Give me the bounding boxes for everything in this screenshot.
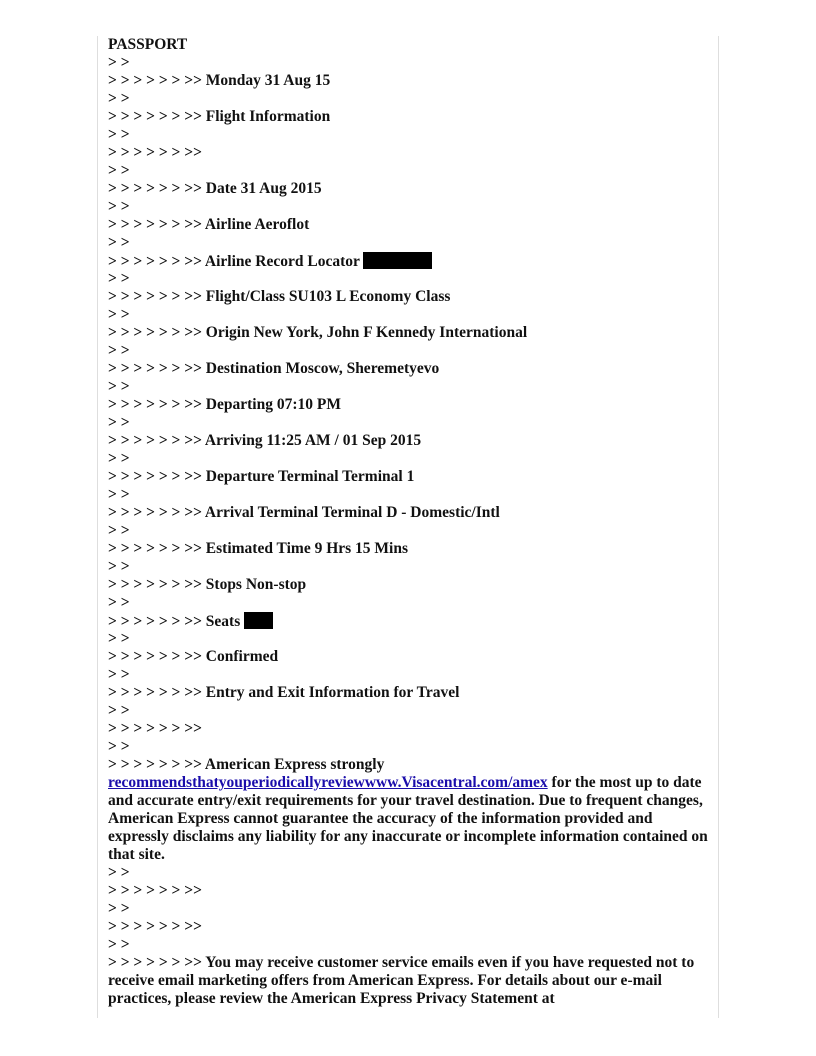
quote-separator: > > <box>108 162 130 179</box>
quote-separator: > > <box>108 234 130 251</box>
quote-prefix-line: > > > > > > >> <box>108 918 202 935</box>
date-header: > > > > > > >> Monday 31 Aug 15 <box>108 72 331 89</box>
quote-separator: > > <box>108 450 130 467</box>
quote-prefix-line: > > > > > > >> <box>108 144 202 161</box>
privacy-paragraph: > > > > > > >> You may receive customer service emails even if you have requested not to receive email marketing offers from American Express. For details about our e-mail practices, please review the American Express Privacy Statement at <box>108 954 695 1007</box>
quote-separator: > > <box>108 270 130 287</box>
quote-separator: > > <box>108 306 130 323</box>
quote-separator: > > <box>108 126 130 143</box>
quote-separator: > > <box>108 594 130 611</box>
redaction-box <box>244 612 273 629</box>
quote-separator: > > <box>108 702 130 719</box>
quote-separator: > > <box>108 936 130 953</box>
flight-date: > > > > > > >> Date 31 Aug 2015 <box>108 180 322 197</box>
amex-intro: > > > > > > >> American Express strongly <box>108 756 385 773</box>
quote-separator: > > <box>108 378 130 395</box>
quote-separator: > > <box>108 666 130 683</box>
quote-separator: > > <box>108 342 130 359</box>
record-locator-label: > > > > > > >> Airline Record Locator <box>108 253 360 270</box>
confirmed-status: > > > > > > >> Confirmed <box>108 648 279 665</box>
quote-separator: > > <box>108 558 130 575</box>
quote-separator: > > <box>108 486 130 503</box>
amex-entry-exit-paragraph <box>108 756 714 864</box>
quote-prefix-line: > > > > > > >> <box>108 882 202 899</box>
email-body <box>108 36 714 1008</box>
quote-separator: > > <box>108 54 130 71</box>
origin: > > > > > > >> Origin New York, John F Kennedy International <box>108 324 528 341</box>
seats-label: > > > > > > >> Seats <box>108 613 241 630</box>
passport-heading: PASSPORT <box>108 36 188 53</box>
quote-separator: > > <box>108 90 130 107</box>
seats <box>108 612 714 630</box>
visacentral-link[interactable]: recommendsthatyouperiodicallyreviewwww.Visacentral.com/amex <box>108 774 548 791</box>
record-locator <box>108 252 714 270</box>
destination: > > > > > > >> Destination Moscow, Sheremetyevo <box>108 360 440 377</box>
airline: > > > > > > >> Airline Aeroflot <box>108 216 310 233</box>
entry-exit-heading: > > > > > > >> Entry and Exit Information for Travel <box>108 684 460 701</box>
quote-separator: > > <box>108 630 130 647</box>
quote-prefix-line: > > > > > > >> <box>108 720 202 737</box>
stops: > > > > > > >> Stops Non-stop <box>108 576 307 593</box>
quote-separator: > > <box>108 198 130 215</box>
arrival-terminal: > > > > > > >> Arrival Terminal Terminal D - Domestic/Intl <box>108 504 500 521</box>
departure-terminal: > > > > > > >> Departure Terminal Terminal 1 <box>108 468 415 485</box>
redaction-box <box>363 252 432 269</box>
estimated-time: > > > > > > >> Estimated Time 9 Hrs 15 Mins <box>108 540 409 557</box>
quote-separator: > > <box>108 522 130 539</box>
quote-separator: > > <box>108 414 130 431</box>
quote-separator: > > <box>108 900 130 917</box>
quote-separator: > > <box>108 864 130 881</box>
flight-information-heading: > > > > > > >> Flight Information <box>108 108 331 125</box>
departing: > > > > > > >> Departing 07:10 PM <box>108 396 341 413</box>
amex-disclaimer: for the most up to date and accurate entry/exit requirements for your travel destination. Due to frequent changes, American Express cannot guarantee the accuracy of the information provided and expressly disclaims any liability for any inaccurate or incomplete information contained on that site. <box>108 774 708 863</box>
arriving: > > > > > > >> Arriving 11:25 AM / 01 Sep 2015 <box>108 432 422 449</box>
quote-separator: > > <box>108 738 130 755</box>
flight-class: > > > > > > >> Flight/Class SU103 L Economy Class <box>108 288 451 305</box>
